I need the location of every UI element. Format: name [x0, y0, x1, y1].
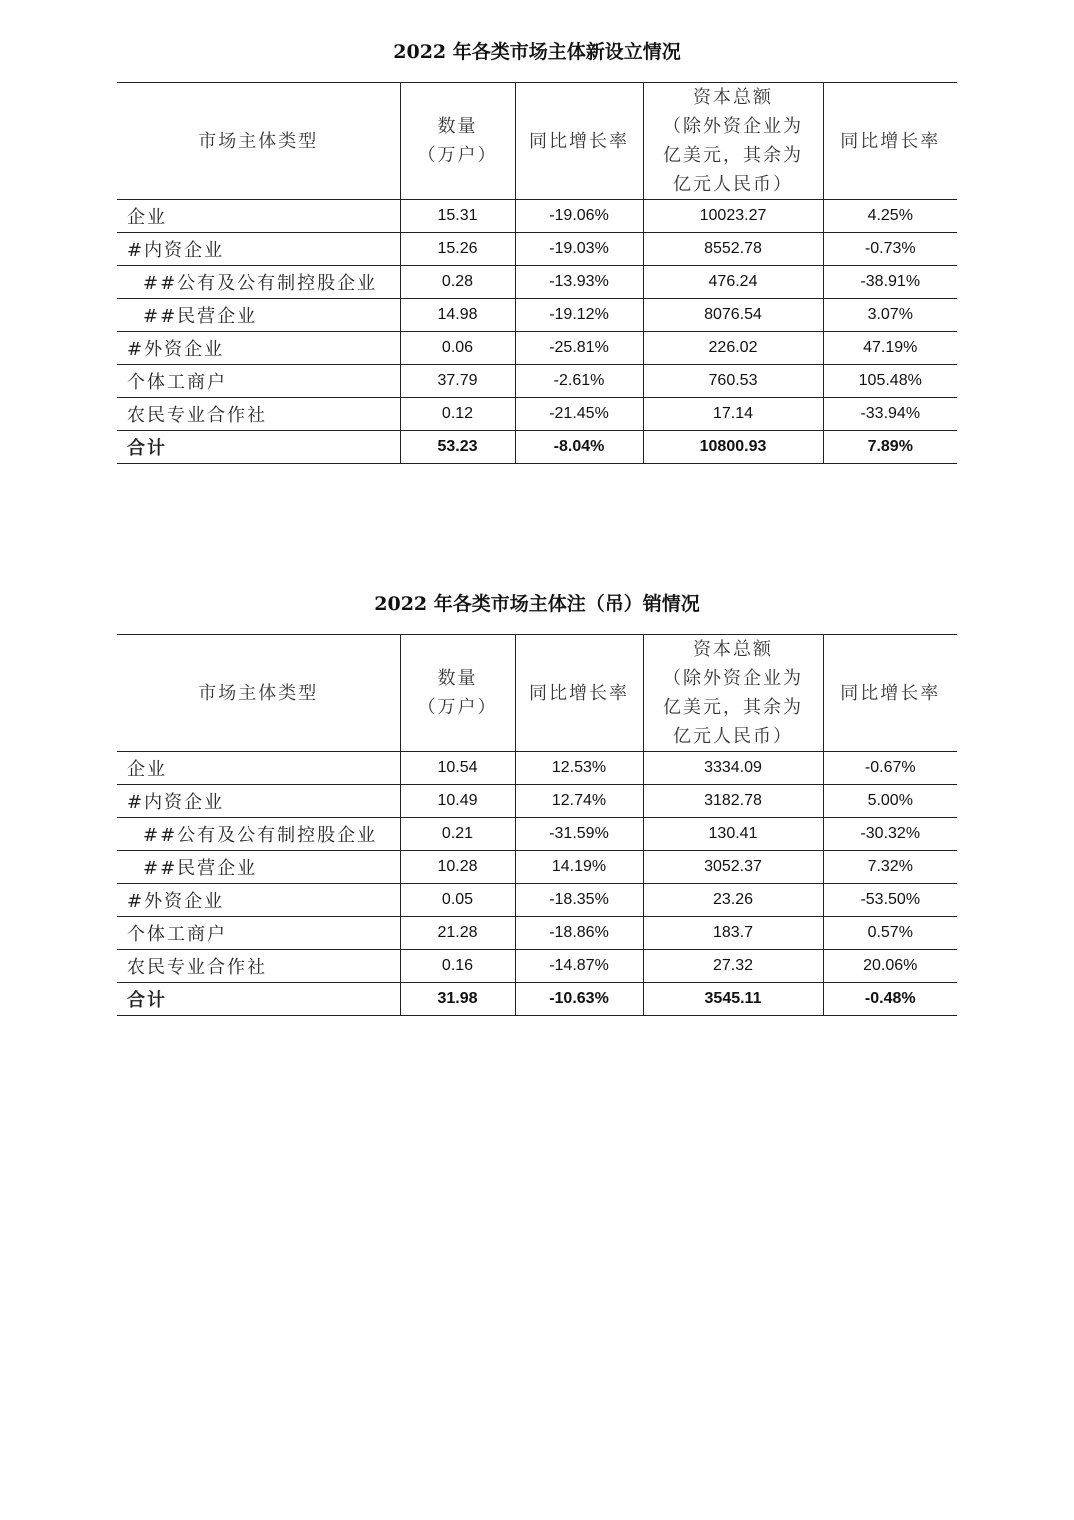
cancellations-section [117, 590, 957, 1016]
table-row [117, 332, 957, 365]
row-growth: -18.35% [515, 884, 643, 917]
row-capital: 23.26 [643, 884, 823, 917]
table-total-row [117, 431, 957, 464]
header-capital-line: 亿美元，其余为 [663, 697, 803, 718]
row-capital-growth: 4.25% [823, 200, 957, 233]
row-count: 15.26 [400, 233, 515, 266]
row-growth: -25.81% [515, 332, 643, 365]
header-capital-line: （除外资企业为 [663, 116, 803, 137]
new-registrations-section [117, 38, 957, 464]
header-capital [643, 635, 823, 752]
header-capital-line: 资本总额 [693, 87, 773, 108]
table-total-row [117, 983, 957, 1016]
row-capital-growth: 105.48% [823, 365, 957, 398]
header-growth: 同比增长率 [515, 83, 643, 200]
table-row [117, 398, 957, 431]
row-capital-growth: -0.67% [823, 752, 957, 785]
total-label: 合计 [117, 431, 400, 464]
row-capital-growth: 3.07% [823, 299, 957, 332]
table-row [117, 785, 957, 818]
row-count: 10.49 [400, 785, 515, 818]
row-count: 0.12 [400, 398, 515, 431]
table-row [117, 917, 957, 950]
header-count-line: （万户） [417, 697, 498, 718]
row-capital: 8552.78 [643, 233, 823, 266]
row-capital-growth: 47.19% [823, 332, 957, 365]
total-capital: 3545.11 [643, 983, 823, 1016]
table-row [117, 299, 957, 332]
header-count-line: （万户） [417, 145, 498, 166]
header-capital-growth: 同比增长率 [823, 83, 957, 200]
total-growth: -8.04% [515, 431, 643, 464]
row-capital: 3182.78 [643, 785, 823, 818]
row-count: 37.79 [400, 365, 515, 398]
total-count: 31.98 [400, 983, 515, 1016]
table-row [117, 752, 957, 785]
row-count: 0.06 [400, 332, 515, 365]
row-growth: -19.12% [515, 299, 643, 332]
row-name: #外资企业 [117, 884, 400, 917]
header-capital-line: 亿元人民币） [673, 174, 793, 195]
row-count: 10.28 [400, 851, 515, 884]
row-count: 0.05 [400, 884, 515, 917]
row-name: 企业 [117, 752, 400, 785]
header-count [400, 635, 515, 752]
row-capital: 8076.54 [643, 299, 823, 332]
total-count: 53.23 [400, 431, 515, 464]
row-capital: 3334.09 [643, 752, 823, 785]
row-growth: 12.53% [515, 752, 643, 785]
row-name: 企业 [117, 200, 400, 233]
row-capital-growth: -0.73% [823, 233, 957, 266]
row-growth: -2.61% [515, 365, 643, 398]
row-capital: 183.7 [643, 917, 823, 950]
row-name: ##公有及公有制控股企业 [117, 818, 400, 851]
row-name: #内资企业 [117, 233, 400, 266]
header-capital-line: 亿美元，其余为 [663, 145, 803, 166]
row-capital-growth: 20.06% [823, 950, 957, 983]
row-growth: 12.74% [515, 785, 643, 818]
row-count: 15.31 [400, 200, 515, 233]
table-row [117, 818, 957, 851]
cancellations-title: 2022 年各类市场主体注（吊）销情况 [374, 593, 700, 615]
new-registrations-table [117, 82, 957, 464]
row-capital-growth: -33.94% [823, 398, 957, 431]
row-name: 农民专业合作社 [117, 950, 400, 983]
row-name: 个体工商户 [117, 365, 400, 398]
row-growth: 14.19% [515, 851, 643, 884]
row-name: 个体工商户 [117, 917, 400, 950]
row-name: 农民专业合作社 [117, 398, 400, 431]
row-capital-growth: 0.57% [823, 917, 957, 950]
total-capital-growth: -0.48% [823, 983, 957, 1016]
header-capital-line: （除外资企业为 [663, 668, 803, 689]
row-capital: 476.24 [643, 266, 823, 299]
header-capital-growth: 同比增长率 [823, 635, 957, 752]
header-type: 市场主体类型 [117, 635, 400, 752]
row-capital: 760.53 [643, 365, 823, 398]
row-count: 0.16 [400, 950, 515, 983]
header-growth: 同比增长率 [515, 635, 643, 752]
row-name: ##公有及公有制控股企业 [117, 266, 400, 299]
cancellations-table [117, 634, 957, 1016]
row-capital: 130.41 [643, 818, 823, 851]
row-growth: -19.03% [515, 233, 643, 266]
row-capital: 27.32 [643, 950, 823, 983]
header-count-line: 数量 [437, 116, 478, 137]
table-row [117, 884, 957, 917]
header-type: 市场主体类型 [117, 83, 400, 200]
table-row [117, 950, 957, 983]
header-count-line: 数量 [437, 668, 478, 689]
row-count: 0.21 [400, 818, 515, 851]
header-capital-line: 亿元人民币） [673, 726, 793, 747]
total-label: 合计 [117, 983, 400, 1016]
row-count: 0.28 [400, 266, 515, 299]
total-capital: 10800.93 [643, 431, 823, 464]
total-capital-growth: 7.89% [823, 431, 957, 464]
header-capital-line: 资本总额 [693, 639, 773, 660]
row-capital-growth: -30.32% [823, 818, 957, 851]
table-row [117, 365, 957, 398]
row-count: 10.54 [400, 752, 515, 785]
row-growth: -21.45% [515, 398, 643, 431]
header-capital [643, 83, 823, 200]
row-growth: -13.93% [515, 266, 643, 299]
row-capital-growth: 7.32% [823, 851, 957, 884]
row-name: ##民营企业 [117, 299, 400, 332]
row-capital-growth: -53.50% [823, 884, 957, 917]
row-count: 14.98 [400, 299, 515, 332]
table-row [117, 233, 957, 266]
table-header-row [117, 83, 957, 200]
row-capital: 3052.37 [643, 851, 823, 884]
row-growth: -19.06% [515, 200, 643, 233]
row-capital-growth: 5.00% [823, 785, 957, 818]
table-row [117, 200, 957, 233]
row-capital: 226.02 [643, 332, 823, 365]
row-growth: -14.87% [515, 950, 643, 983]
row-name: #内资企业 [117, 785, 400, 818]
row-name: #外资企业 [117, 332, 400, 365]
row-growth: -18.86% [515, 917, 643, 950]
row-capital: 10023.27 [643, 200, 823, 233]
table-row [117, 266, 957, 299]
table-row [117, 851, 957, 884]
row-count: 21.28 [400, 917, 515, 950]
new-registrations-title: 2022 年各类市场主体新设立情况 [393, 41, 681, 63]
total-growth: -10.63% [515, 983, 643, 1016]
header-count [400, 83, 515, 200]
row-capital-growth: -38.91% [823, 266, 957, 299]
row-growth: -31.59% [515, 818, 643, 851]
row-name: ##民营企业 [117, 851, 400, 884]
table-header-row [117, 635, 957, 752]
row-capital: 17.14 [643, 398, 823, 431]
